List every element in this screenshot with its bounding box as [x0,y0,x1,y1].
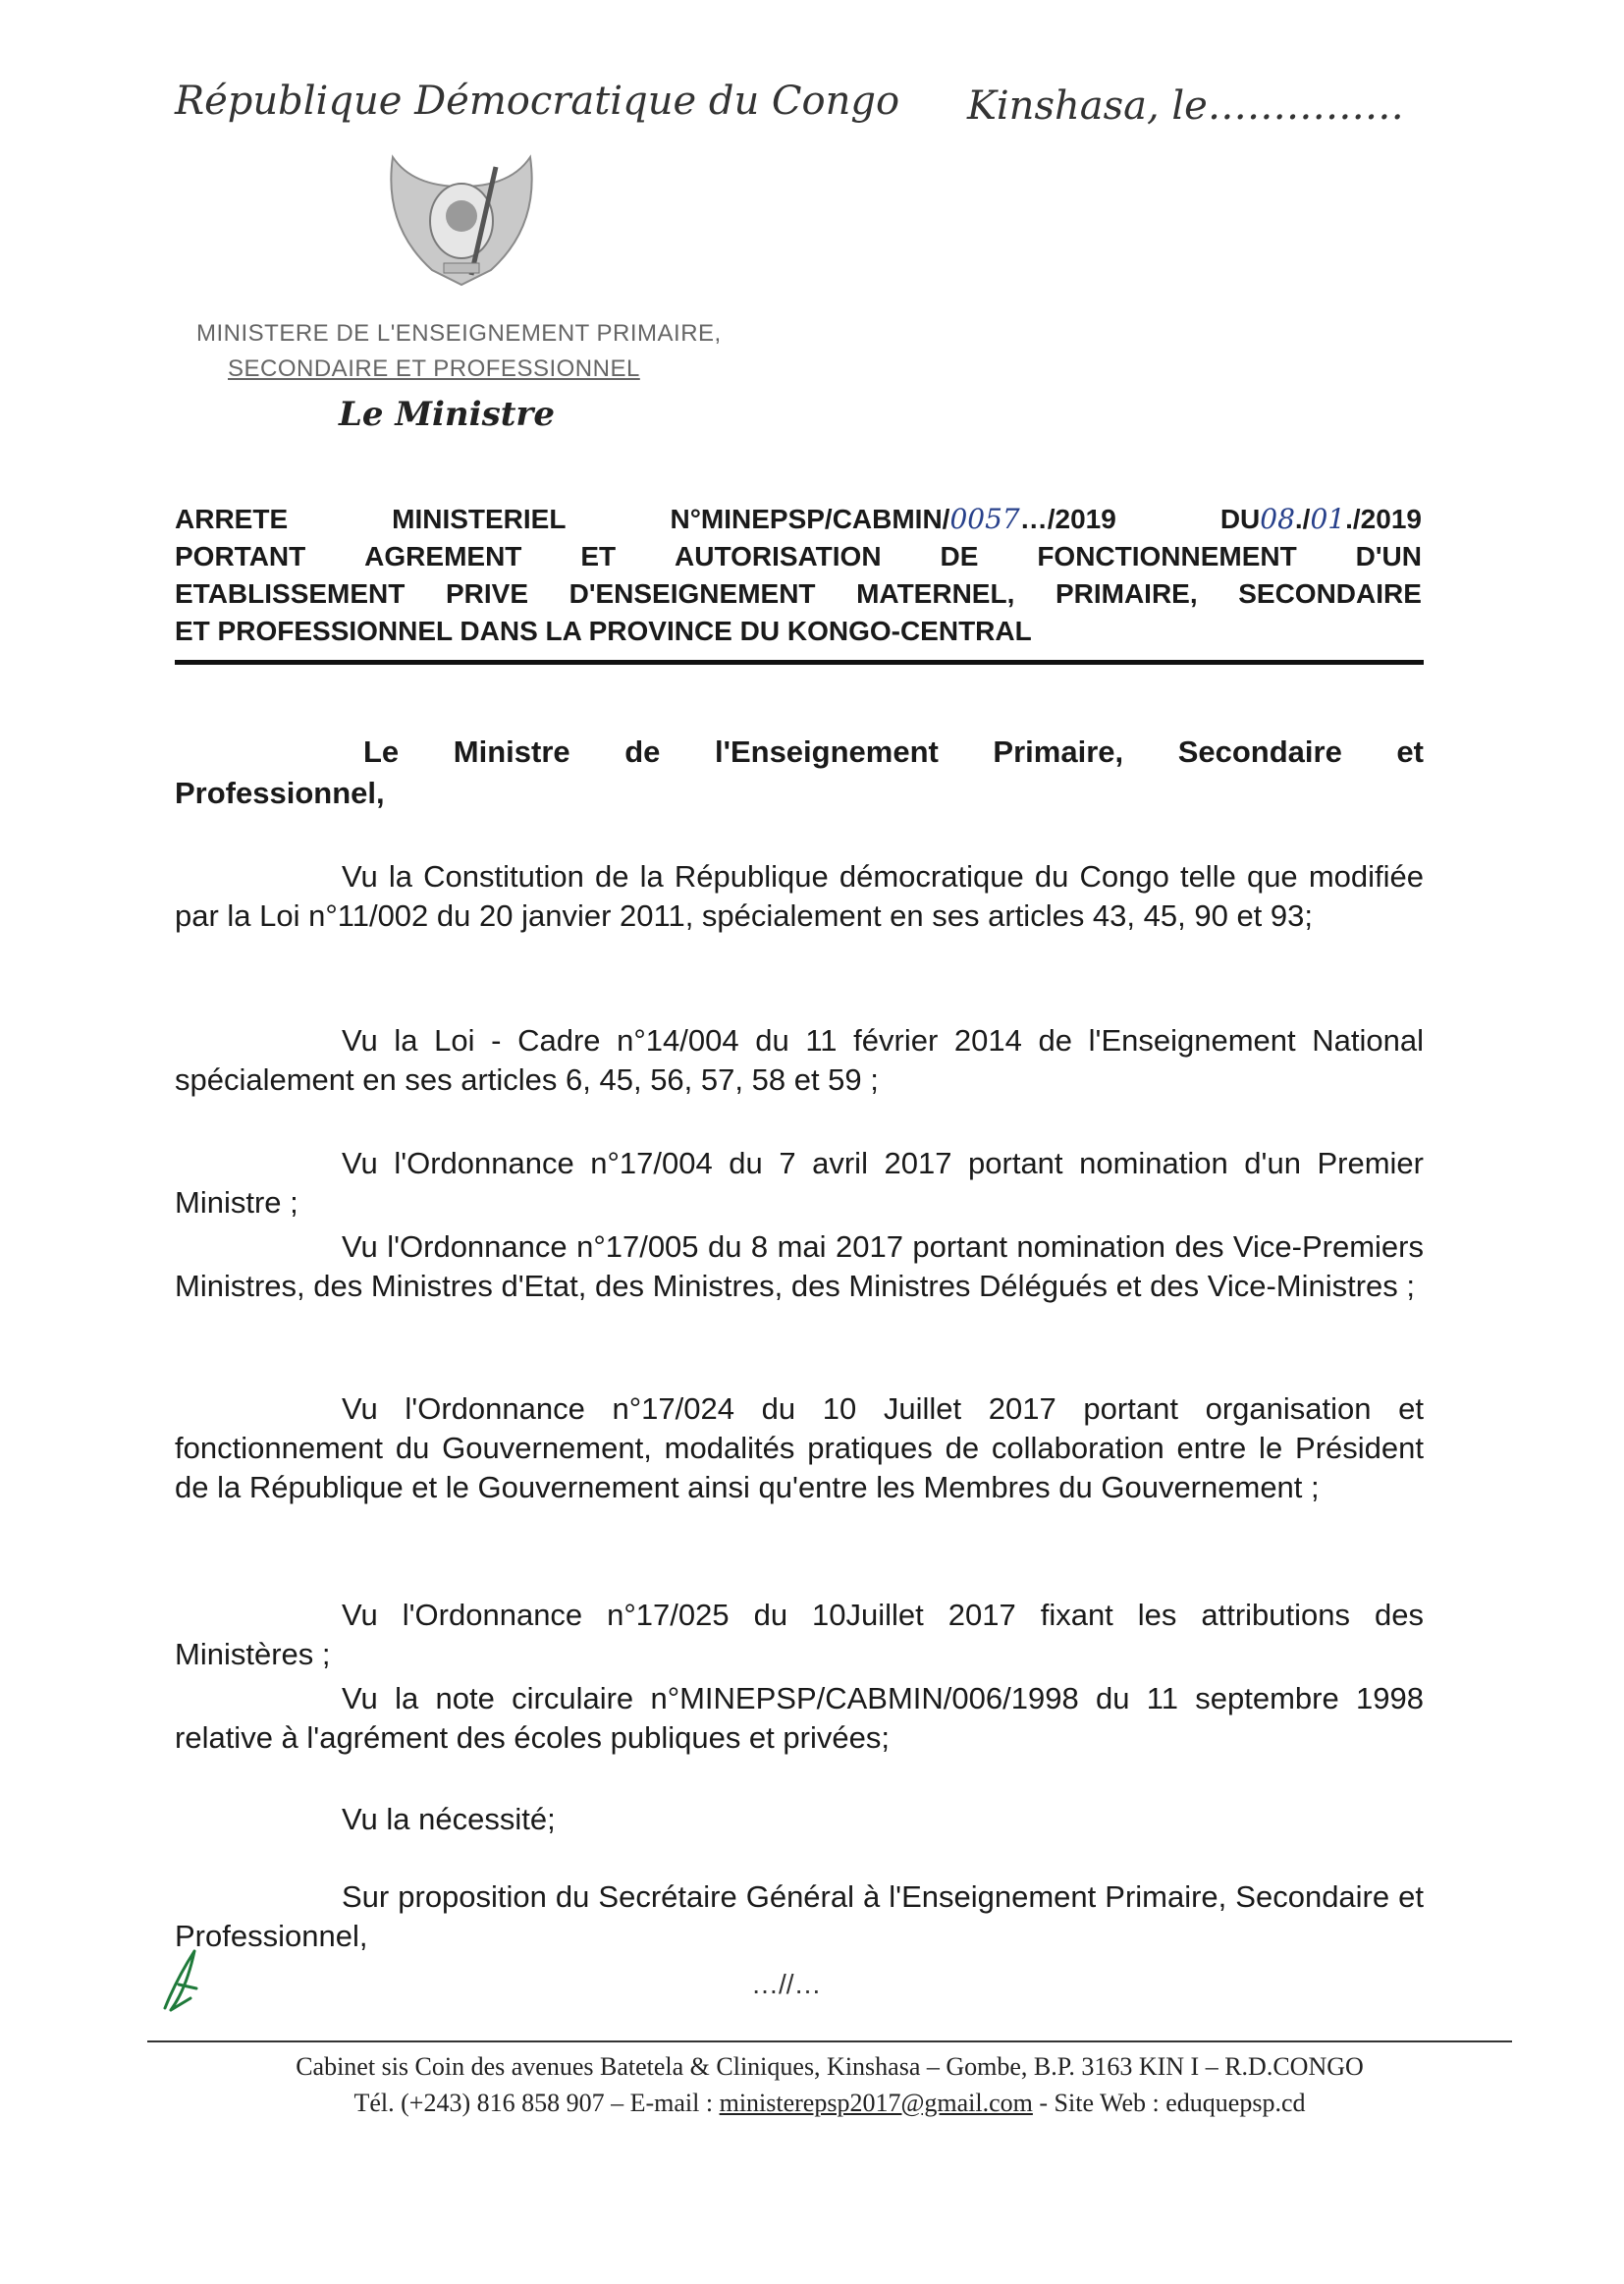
decree-line-2 [175,538,1422,575]
minister-title: Le Ministre [339,395,555,434]
decree-line-4: ET PROFESSIONNEL DANS LA PROVINCE DU KONGO-CENTRAL [175,616,1032,646]
body-paragraph [175,1227,1424,1306]
footer-website: - Site Web : eduquepsp.cd [1032,2089,1306,2117]
preamble-word: l'Enseignement [714,734,939,769]
paragraph-text: Vu la note circulaire n°MINEPSP/CABMIN/006/1998 du 11 septembre 1998 relative à l'agrément des écoles publiques et privées; [175,1681,1424,1755]
place-date: Kinshasa, le…………… [967,83,1404,129]
body-paragraph [175,1800,1424,1839]
footer-address: Cabinet sis Coin des avenues Batetela & Cliniques, Kinshasa – Gombe, B.P. 3163 KIN I – R.D.CONGO [296,2052,1364,2081]
decree-word: PRIVE [445,578,529,609]
decree-word: FONCTIONNEMENT [1037,541,1297,571]
decree-word: MATERNEL, [856,578,1015,609]
decree-word: ET [580,541,617,571]
body-paragraph [175,1596,1424,1674]
footer-contact [147,2089,1512,2118]
decree-line-1 [175,501,1422,538]
preamble-line-2: Professionnel, [175,776,385,810]
body-paragraph [175,857,1424,936]
preamble-word: et [1396,734,1424,769]
paragraph-text: Vu la nécessité; [342,1802,556,1836]
preamble-word: Primaire, [993,734,1124,769]
decree-date-month: 01 [1310,503,1346,535]
decree-word: ARRETE [175,504,289,534]
handwritten-initials [157,1939,216,2018]
decree-underline [175,660,1424,665]
paragraph-text: Vu l'Ordonnance n°17/005 du 8 mai 2017 portant nomination des Vice-Premiers Ministres, des Ministres d'Etat, des Ministres, des Ministres Délégués et des Vice-Ministres ; [175,1229,1424,1303]
decree-heading [175,501,1422,650]
body-paragraph [175,1877,1424,1956]
preamble [175,732,1424,814]
republic-title: République Démocratique du Congo [175,79,900,124]
preamble-word: Secondaire [1177,734,1342,769]
ministry-line-1: MINISTERE DE L'ENSEIGNEMENT PRIMAIRE, [196,320,722,347]
decree-ref-prefix: N°MINEPSP/CABMIN/ [670,504,950,534]
footer-rule [147,2040,1512,2042]
decree-ref-number: 0057 [949,503,1020,535]
preamble-word: Ministre [453,734,570,769]
decree-word: D'ENSEIGNEMENT [568,578,816,609]
decree-word: PORTANT [175,541,306,571]
decree-word: PRIMAIRE, [1055,578,1198,609]
ministry-line-2: SECONDAIRE ET PROFESSIONNEL [228,355,640,382]
decree-date-day: 08 [1260,503,1295,535]
paragraph-text: Vu l'Ordonnance n°17/025 du 10Juillet 2017 fixant les attributions des Ministères ; [175,1598,1424,1671]
decree-word: MINISTERIEL [392,504,567,534]
preamble-line-1 [175,732,1424,773]
decree-word: DE [940,541,979,571]
decree-ref-year: /2019 [1047,504,1116,534]
paragraph-text: Vu la Loi - Cadre n°14/004 du 11 février 2014 de l'Enseignement National spécialement en ses articles 6, 45, 56, 57, 58 et 59 ; [175,1023,1424,1097]
body-paragraph [175,1679,1424,1758]
decree-date-year: /2019 [1352,504,1422,534]
paragraph-text: Sur proposition du Secrétaire Général à l'Enseignement Primaire, Secondaire et Professionnel, [175,1879,1424,1953]
page-continuation: …//… [751,1969,822,1999]
coat-of-arms-emblem [373,147,550,295]
decree-word: AGREMENT [364,541,522,571]
ministry-name [196,316,722,387]
footer-phone: Tél. (+243) 816 858 907 – E-mail : [353,2089,720,2117]
paragraph-text: Vu la Constitution de la République démocratique du Congo telle que modifiée par la Loi n°11/002 du 20 janvier 2011, spécialement en ses articles 43, 45, 90 et 93; [175,859,1424,933]
decree-word: ETABLISSEMENT [175,578,406,609]
decree-reference: N°MINEPSP/CABMIN/0057…/2019 [670,503,1116,535]
body-paragraph [175,1144,1424,1223]
decree-date: DU08./01./2019 [1219,503,1422,535]
paragraph-text: Vu l'Ordonnance n°17/024 du 10 Juillet 2017 portant organisation et fonctionnement du Gouvernement, modalités pratiques de collaboration entre le Président de la République et le Gouvernement ainsi qu'entre les Membres du Gouvernement ; [175,1391,1424,1504]
decree-du: DU [1219,504,1261,534]
decree-word: SECONDAIRE [1238,578,1422,609]
paragraph-text: Vu l'Ordonnance n°17/004 du 7 avril 2017 portant nomination d'un Premier Ministre ; [175,1146,1424,1220]
footer-email-link[interactable]: ministerepsp2017@gmail.com [719,2089,1033,2117]
preamble-word: Le [363,734,400,769]
preamble-word: de [624,734,661,769]
decree-word: AUTORISATION [675,541,882,571]
body-paragraph [175,1021,1424,1100]
decree-word: D'UN [1355,541,1422,571]
body-paragraph [175,1389,1424,1507]
decree-line-3 [175,575,1422,613]
